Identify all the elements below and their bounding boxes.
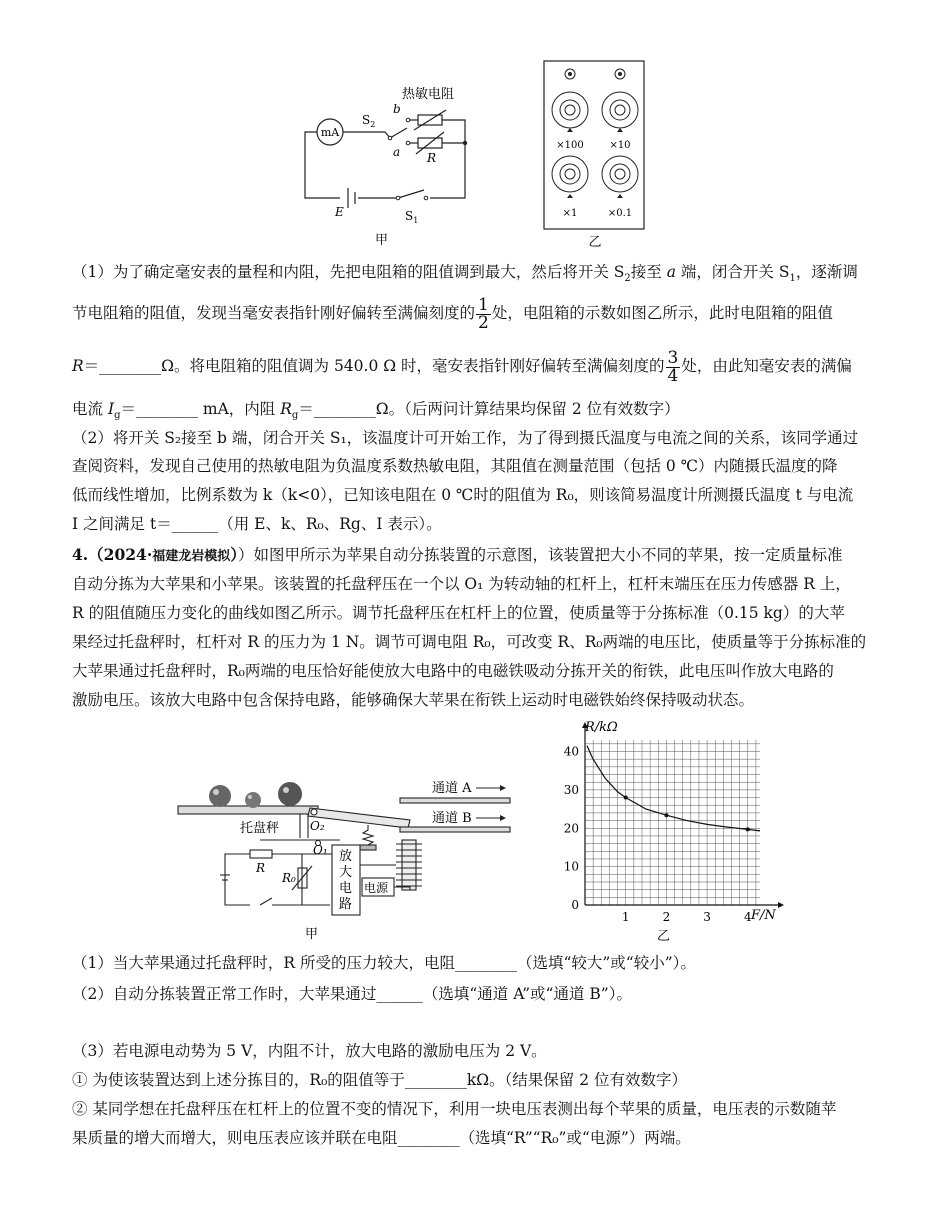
x-tick-label: 4	[743, 910, 752, 924]
q3-part2-line4: I 之间满足 t＝______（用 E、k、R₀、Rg、I 表示）。	[72, 515, 442, 533]
data-point	[664, 813, 668, 817]
fraction-three-quarters: $\frac{3}{4}$	[667, 347, 679, 386]
q3-part2-line1: （2）将开关 S₂接至 b 端，闭合开关 S₁，该温度计可开始工作，为了得到摄氏温度与电流之间的关系，该同学通过	[72, 429, 859, 447]
q3-part2-line2: 查阅资料，发现自己使用的热敏电阻为负温度系数热敏电阻，其阻值在测量范围（包括 0 ℃）内随摄氏温度的降	[72, 457, 838, 475]
q4-part3: （3）若电源电动势为 5 V，内阻不计，放大电路的激励电压为 2 V。	[72, 1042, 547, 1060]
svg-text:×100: ×100	[556, 140, 584, 151]
dial-x0.1	[602, 156, 638, 219]
data-point	[624, 796, 628, 800]
r0-label: R₀	[282, 871, 296, 885]
dial-x100	[552, 92, 588, 151]
figure-1-caption-yi: 乙	[588, 235, 602, 250]
amp-char-3: 电	[339, 881, 353, 896]
q4-part3-sub2-line1: ② 某同学想在托盘秤压在杠杆上的位置不变的情况下，利用一块电压表测出每个苹果的质量，电压表的示数随苹	[72, 1100, 837, 1118]
figure-2-caption-jia: 甲	[305, 927, 319, 942]
q3-part1-line4: 电流 $I_g=\_\_\_\_\_\_\_\_$ mA，内阻 $R_g=\_\_\_\_\_\_\_\_\Omega$。（后两问计算结果均保留 2 位有效数字）	[72, 400, 680, 422]
svg-text:×10: ×10	[609, 140, 631, 151]
chart-grid	[585, 740, 760, 905]
thermistor-label: 热敏电阻	[402, 87, 455, 102]
svg-text:×0.1: ×0.1	[607, 208, 633, 219]
channel-b-label: 通道 B	[432, 811, 472, 826]
y-tick-label: 20	[563, 821, 579, 836]
figure-1-caption-jia: 甲	[375, 233, 389, 248]
x-axis-arrow	[778, 902, 784, 908]
apple-icon	[245, 792, 261, 808]
figure-2-sorting-device	[170, 770, 520, 945]
ma-label: mA	[320, 126, 340, 139]
q4-part3-sub1: ① 为使该装置达到上述分拣目的，R₀的阻值等于________kΩ。（结果保留 2 位有效数字）	[72, 1071, 688, 1089]
channel-b-rail	[400, 827, 510, 832]
dial-x1	[552, 156, 588, 219]
chart-points	[624, 796, 750, 832]
amp-char-1: 放	[339, 849, 353, 864]
electromagnet	[402, 840, 416, 890]
o1-label: O₁	[313, 843, 328, 857]
data-point	[746, 827, 750, 831]
a-label: a	[393, 145, 401, 159]
q3-part2-line3: 低而线性增加，比例系数为 k（k<0），已知该电阻在 0 ℃时的阻值为 R₀，则该简易温度计所测摄氏温度 t 与电流	[72, 486, 854, 504]
y-tick-label: 0	[571, 898, 579, 912]
apple-icon	[278, 782, 302, 806]
channel-a-rail	[400, 798, 510, 803]
power-label: 电源	[364, 881, 389, 895]
o2-label: O₂	[310, 819, 325, 833]
svg-text:×1: ×1	[562, 208, 578, 219]
q4-line3: R 的阻值随压力变化的曲线如图乙所示。调节托盘秤压在杠杆上的位置，使质量等于分拣标准（0.15 kg）的大苹	[72, 604, 845, 622]
figure-2-chart	[555, 715, 795, 945]
apple-icon	[209, 785, 231, 807]
chart-curve	[587, 746, 760, 831]
figure-1-circuit	[290, 80, 490, 250]
chart-ylabel: R/kΩ	[585, 720, 618, 735]
b-label: b	[393, 102, 401, 116]
q3-part1-line1: （1）为了确定毫安表的量程和内阻，先把电阻箱的阻值调到最大，然后将开关 $S_2$接至 a 端，闭合开关 $S_1$，逐渐调	[72, 263, 858, 285]
amp-char-4: 路	[339, 897, 353, 912]
q3-part1-line3: R＝________Ω。将电阻箱的阻值调为 540.0 Ω 时，毫安表指针刚好偏转至满偏刻度的 $\frac{3}{4}$ 处，由此知毫安表的满偏	[72, 347, 852, 386]
x-tick-label: 2	[662, 910, 671, 924]
r-label: R	[427, 151, 437, 165]
s1-label: $S_1$	[405, 209, 419, 225]
tray-label: 托盘秤	[240, 821, 280, 836]
channel-a-label: 通道 A	[432, 781, 472, 796]
y-tick-label: 40	[563, 744, 579, 759]
s2-label: $S_2$	[362, 113, 376, 129]
y-tick-label: 30	[563, 782, 579, 797]
e-label: E	[335, 205, 344, 219]
q4-line4: 果经过托盘秤时，杠杆对 R 的压力为 1 N。调节可调电阻 R₀，可改变 R、R₀两端的电压比，使质量等于分拣标准的	[72, 633, 867, 651]
r-label: R	[256, 861, 266, 875]
dial-x10	[602, 92, 638, 151]
pressure-sensor-r	[250, 850, 272, 858]
chart-caption-yi: 乙	[657, 929, 671, 944]
q4-line5: 大苹果通过托盘秤时，R₀两端的电压恰好能使放大电路中的电磁铁吸动分拣开关的衔铁，此电压叫作放大电路的	[72, 662, 834, 680]
amp-char-2: 大	[339, 865, 353, 880]
x-tick-label: 1	[621, 910, 630, 924]
x-tick-label: 3	[703, 910, 711, 924]
tray-bar	[178, 806, 318, 814]
q4-line6: 激励电压。该放大电路中包含保持电路，能够确保大苹果在衔铁上运动时电磁铁始终保持吸动状态。	[72, 691, 755, 709]
q3-part1-line2: 节电阻箱的阻值，发现当毫安表指针刚好偏转至满偏刻度的 $\frac{1}{2}$ 处，电阻箱的示数如图乙所示，此时电阻箱的阻值	[72, 294, 833, 333]
q4-line1: 4.（2024·福建龙岩模拟））如图甲所示为苹果自动分拣装置的示意图，该装置把大小不同的苹果，按一定质量标准	[72, 545, 843, 564]
q4-line2: 自动分拣为大苹果和小苹果。该装置的托盘秤压在一个以 O₁ 为转动轴的杠杆上，杠杆末端压在压力传感器 R 上，	[72, 575, 851, 593]
q4-part1: （1）当大苹果通过托盘秤时，R 所受的压力较大，电阻________（选填“较大”或“较小”）。	[72, 954, 696, 972]
q4-part3-sub2-line2: 果质量的增大而增大，则电压表应该并联在电阻________（选填“R”“R₀”或“电源”）两端。	[72, 1129, 691, 1147]
y-tick-label: 10	[563, 859, 579, 874]
q4-part2: （2）自动分拣装置正常工作时，大苹果通过______（选填“通道 A”或“通道 B”）。	[72, 985, 632, 1003]
figure-1-resistance-box	[540, 58, 660, 254]
chart-axes	[582, 722, 784, 908]
chart-xlabel: F/N	[751, 908, 776, 923]
fraction-one-half: $\frac{1}{2}$	[478, 294, 489, 333]
